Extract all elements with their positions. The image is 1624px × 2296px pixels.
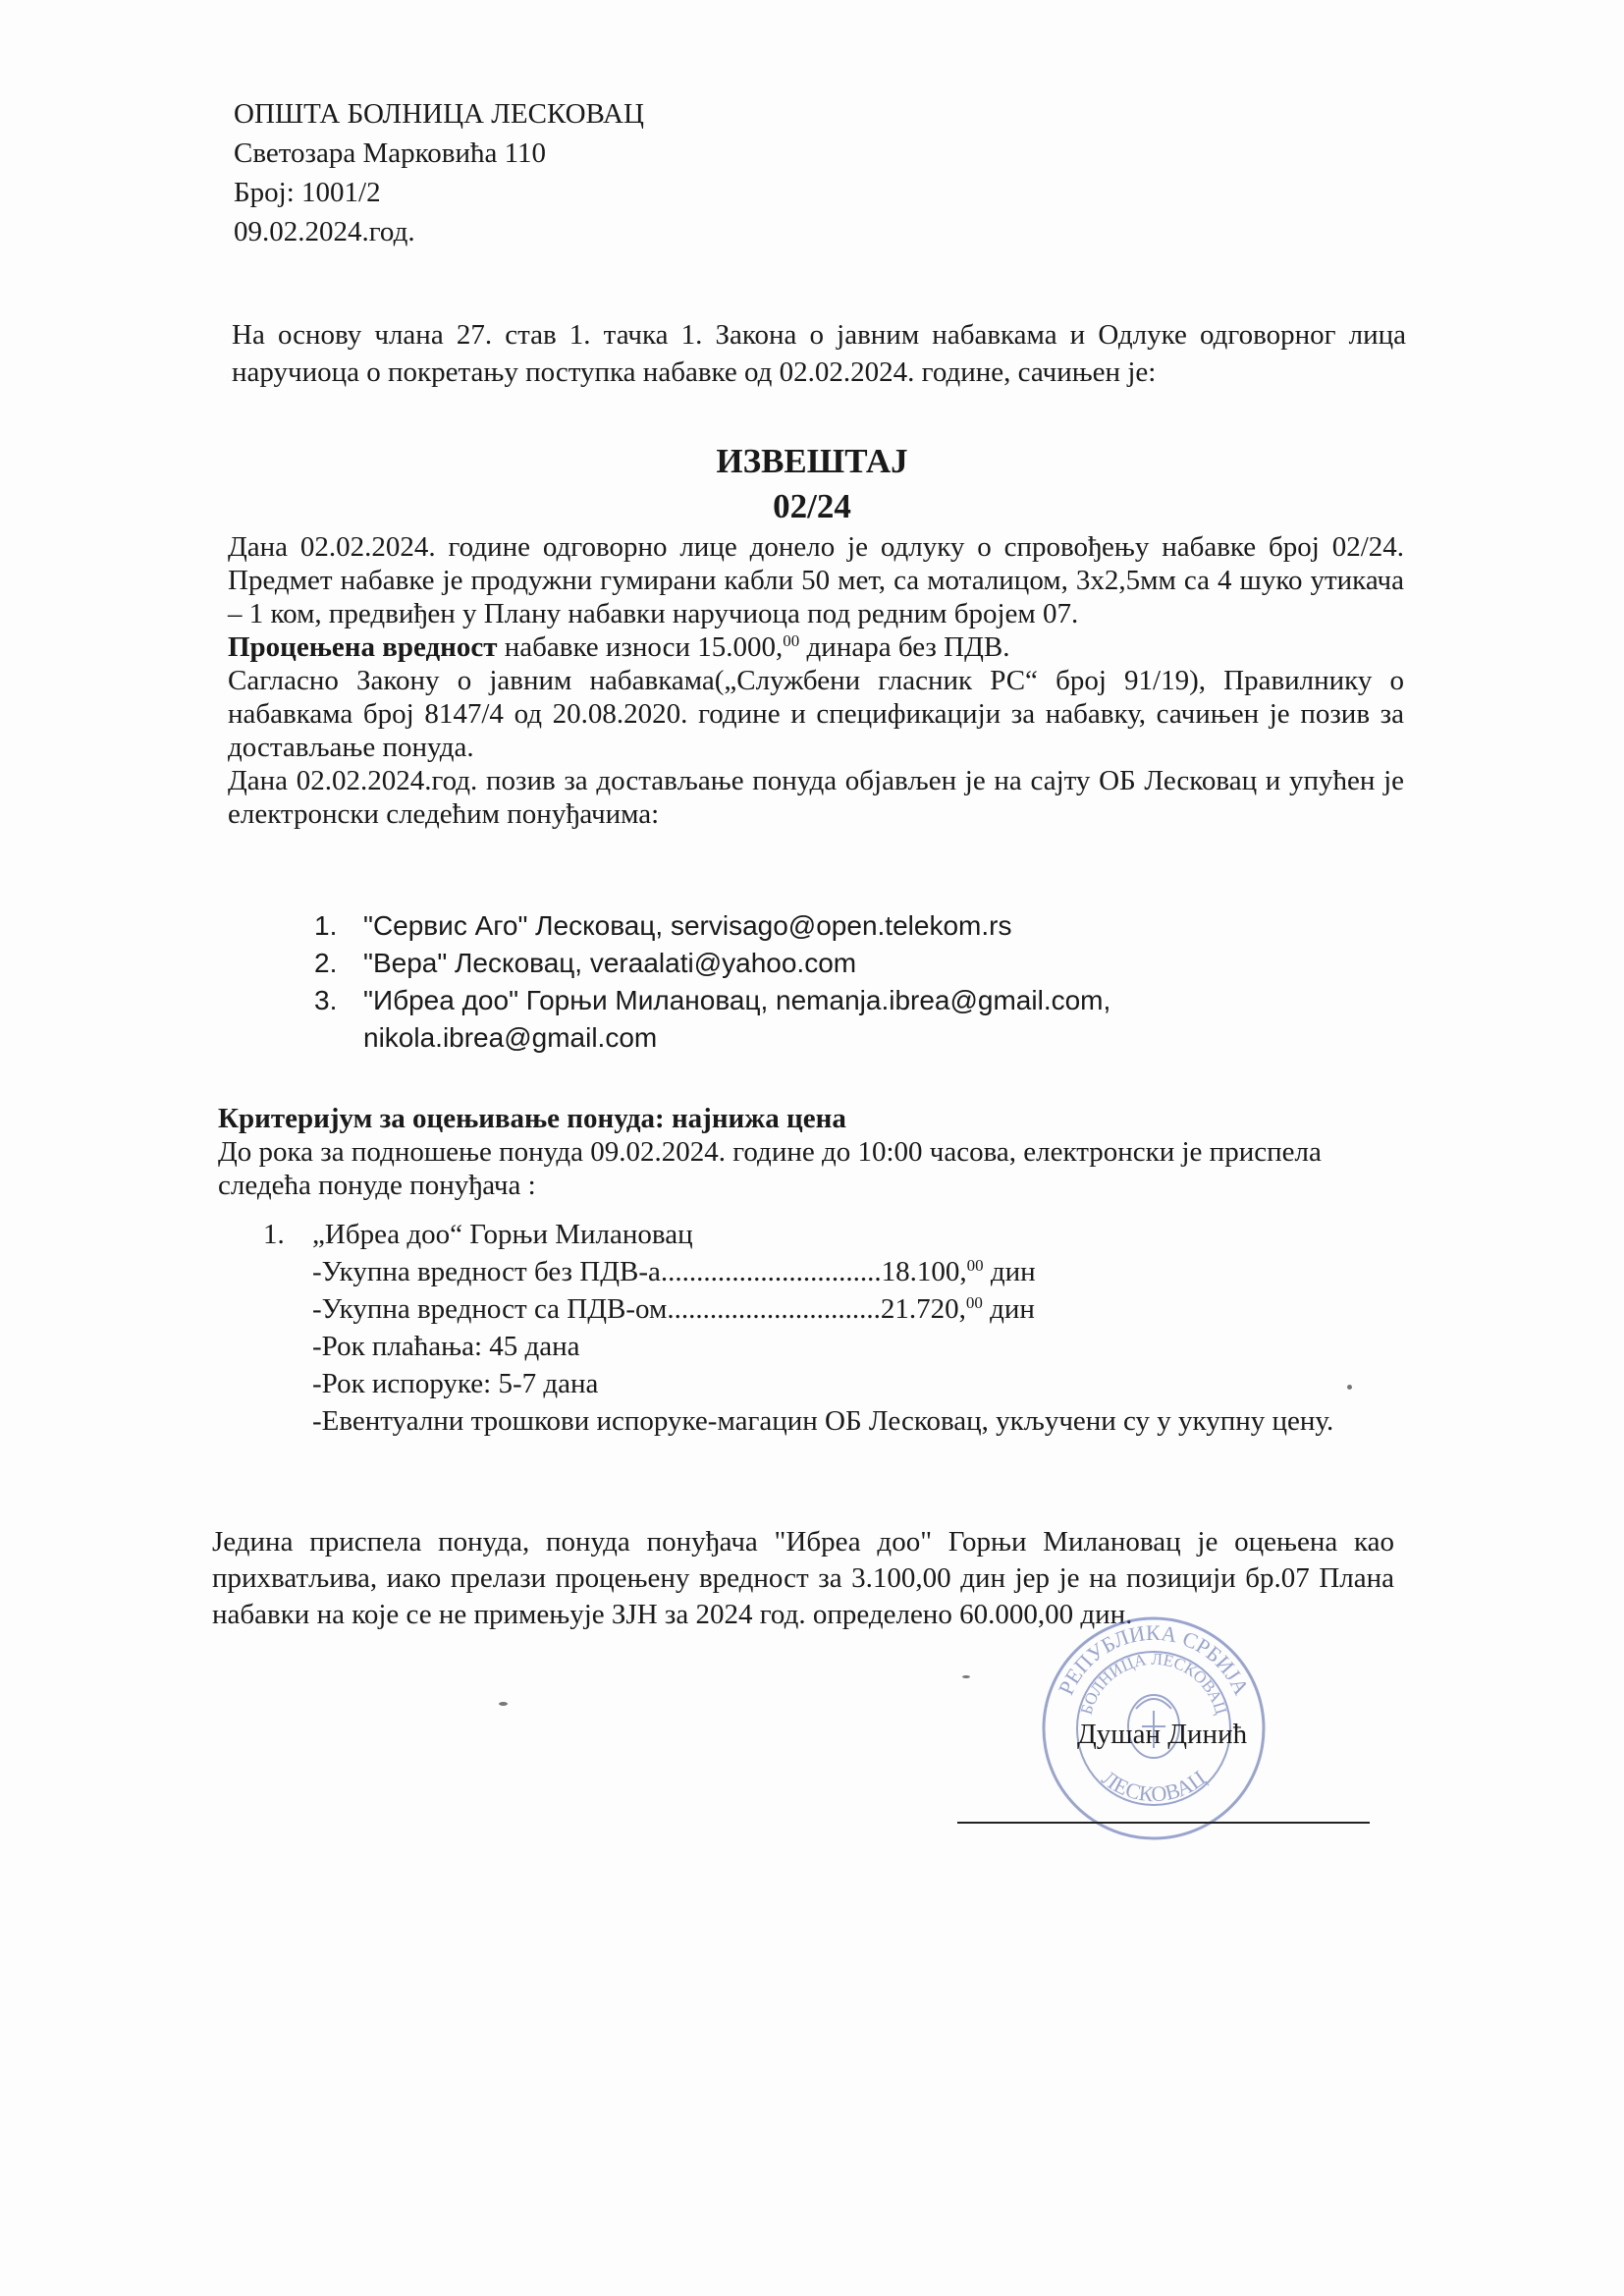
stamp-text-top: РЕПУБЛИКА СРБИЈА [1053,1619,1255,1699]
document-number: Број: 1001/2 [234,177,381,208]
report-number: 02/24 [773,487,851,525]
bidders-list [314,907,1247,1057]
estimated-value-suffix: динара без ПДВ. [799,631,1010,663]
list-item [314,945,1247,982]
list-item [314,907,1247,945]
intro-paragraph: На основу члана 27. став 1. тачка 1. Закона о јавним набавкама и Одлуке одговорног лица наручиоца о покретању поступка набавке од 02.02.2024. године, сачињен је: [232,319,1406,388]
report-body [228,530,1404,831]
offer-total-vat-sup: 00 [965,1293,983,1312]
estimated-value-label: Процењена вредност [228,631,498,663]
offer-heading [263,1216,693,1253]
list-item-number: 1. [314,910,338,941]
offer-delivery-costs: -Евентуални трошкови испоруке-магацин ОБ Лесковац, укључени су у укупну цену. [312,1405,1334,1437]
scan-speck [962,1675,970,1678]
estimated-value-paragraph [228,630,1404,664]
offer-total-no-vat-text: -Укупна вредност без ПДВ-а...............................18.100, [312,1256,967,1287]
offer-payment-term: -Рок плаћања: 45 дана [312,1331,580,1362]
estimated-value-text: набавке износи 15.000, [497,631,784,663]
offer-delivery-term: -Рок испоруке: 5-7 дана [312,1368,599,1399]
criteria-heading: Критеријум за оцењивање понуда: најнижа цена [218,1103,846,1134]
svg-text:ЛЕСКОВАЦ [1098,1766,1211,1807]
offer-details [312,1253,1412,1440]
offer-total-vat-text: -Укупна вредност са ПДВ-ом..............................21.720, [312,1293,966,1325]
estimated-value-sup: 00 [783,631,800,650]
invitation-paragraph: Дана 02.02.2024.год. позив за достављање понуда објављен је на сајту ОБ Лесковац и упућен је електронски следећим понуђачима: [228,765,1404,830]
criteria-section [218,1102,1396,1202]
offer-total-no-vat-sup: 00 [966,1256,984,1275]
document-header [234,94,644,251]
list-item [314,982,1247,1057]
list-item-text: "Вера" Лесковац, veraalati@yahoo.com [363,948,857,978]
scan-speck [499,1702,508,1706]
offer-bidder: „Ибреа доо“ Горњи Милановац [312,1219,693,1250]
offer-number: 1. [263,1219,285,1250]
list-item-text: "Ибреа доо" Горњи Милановац, nemanja.ibrea@gmail.com, nikola.ibrea@gmail.com [363,985,1111,1053]
list-item-number: 3. [314,985,338,1015]
offer-total-no-vat-unit: дин [983,1256,1036,1287]
offer-total-vat [312,1290,1412,1328]
signer-name: Душан Динић [1077,1719,1248,1750]
legal-basis-paragraph: Сагласно Закону о јавним набавкама(„Службени гласник РС“ број 91/19), Правилнику о набавкама број 8147/4 од 20.08.2020. године и спецификацији за набавку, сачињен је позив за достављање понуда. [228,665,1404,763]
offer-total-vat-unit: дин [982,1293,1035,1325]
list-item-text: "Сервис Аго" Лесковац, servisago@open.telekom.rs [363,910,1012,941]
stamp-text-middle: БОЛНИЦА ЛЕСКОВАЦ [1076,1649,1231,1717]
decision-paragraph: Дана 02.02.2024. године одговорно лице донело је одлуку о спровођењу набавке број 02/24. Предмет набавке је продужни гумирани кабли 50 мет, са моталицом, 3х2,5мм са 4 шуко утикача – 1 ком, предвиђен у Плану набавки наручиоца под редним бројем 07. [228,531,1404,629]
institution-name: ОПШТА БОЛНИЦА ЛЕСКОВАЦ [234,98,644,130]
scan-speck [1347,1385,1352,1390]
deadline-paragraph: До рока за подношење понуда 09.02.2024. године до 10:00 часова, електронски је приспела следећа понуде понуђача : [218,1136,1322,1201]
report-title: ИЗВЕШТАЈ [716,442,908,480]
document-date: 09.02.2024.год. [234,216,415,247]
institution-address: Светозара Марковића 110 [234,137,547,169]
stamp-text-bottom: ЛЕСКОВАЦ [1097,1765,1211,1807]
offer-total-no-vat [312,1253,1412,1290]
conclusion-paragraph: Једина приспела понуда, понуда понуђача "Ибреа доо" Горњи Милановац је оцењена као прихватљива, иако прелази процењену вредност за 3.100,00 дин јер је на позицији бр.07 Плана набавки на које се не примењује ЗЈН за 2024 год. определено 60.000,00 дин. [212,1526,1394,1630]
signature-line [957,1822,1370,1824]
list-item-number: 2. [314,948,338,978]
